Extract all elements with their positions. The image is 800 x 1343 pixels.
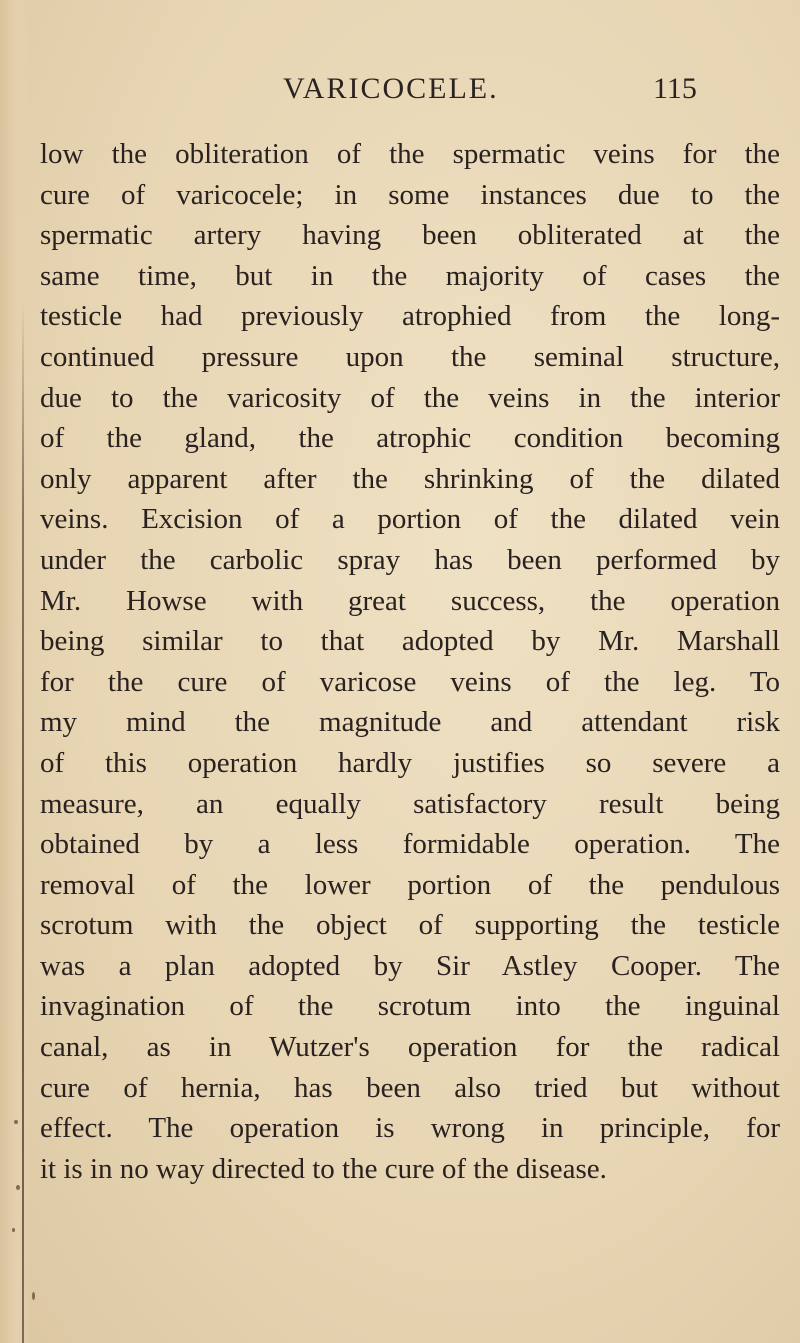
text-line: obtained by a less formidable operation. The: [40, 828, 780, 861]
text-line-last: it is in no way directed to the cure of the disease.: [40, 1152, 607, 1185]
text-line: invagination of the scrotum into the inguinal: [40, 990, 780, 1023]
text-line: cure of varicocele; in some instances due to the: [40, 178, 780, 211]
text-line: was a plan adopted by Sir Astley Cooper. The: [40, 949, 780, 982]
page-edge-shadow: [0, 0, 30, 1343]
running-head: [0, 72, 800, 112]
text-line: testicle had previously atrophied from the long-: [40, 300, 780, 333]
running-title: VARICOCELE.: [283, 72, 499, 105]
text-line: effect. The operation is wrong in principle, for: [40, 1112, 780, 1145]
text-line: removal of the lower portion of the pendulous: [40, 868, 780, 901]
text-line: continued pressure upon the seminal structure,: [40, 340, 780, 373]
text-line: of this operation hardly justifies so severe a: [40, 746, 780, 779]
text-line: measure, an equally satisfactory result being: [40, 787, 780, 820]
text-line: cure of hernia, has been also tried but without: [40, 1071, 780, 1104]
text-line: veins. Excision of a portion of the dilated vein: [40, 503, 780, 536]
print-speck: [14, 1120, 18, 1124]
text-line: Mr. Howse with great success, the operation: [40, 584, 780, 617]
binding-edge-line: [22, 300, 24, 1343]
text-line: due to the varicosity of the veins in the interior: [40, 381, 780, 414]
text-line: same time, but in the majority of cases the: [40, 259, 780, 292]
text-line: of the gland, the atrophic condition becoming: [40, 422, 780, 455]
print-speck: [32, 1292, 35, 1300]
body-paragraph: [40, 134, 780, 1189]
text-line: only apparent after the shrinking of the dilated: [40, 462, 780, 495]
text-line: canal, as in Wutzer's operation for the radical: [40, 1031, 780, 1064]
text-line: being similar to that adopted by Mr. Marshall: [40, 625, 780, 658]
print-speck: [12, 1228, 15, 1232]
text-line: low the obliteration of the spermatic veins for the: [40, 138, 780, 170]
page-number: 115: [653, 72, 697, 105]
text-line: for the cure of varicose veins of the leg. To: [40, 665, 780, 698]
print-speck: [16, 1185, 20, 1190]
text-line: under the carbolic spray has been performed by: [40, 543, 780, 576]
text-line: scrotum with the object of supporting the testicle: [40, 909, 780, 942]
text-line: spermatic artery having been obliterated at the: [40, 219, 780, 252]
text-line: my mind the magnitude and attendant risk: [40, 706, 780, 739]
